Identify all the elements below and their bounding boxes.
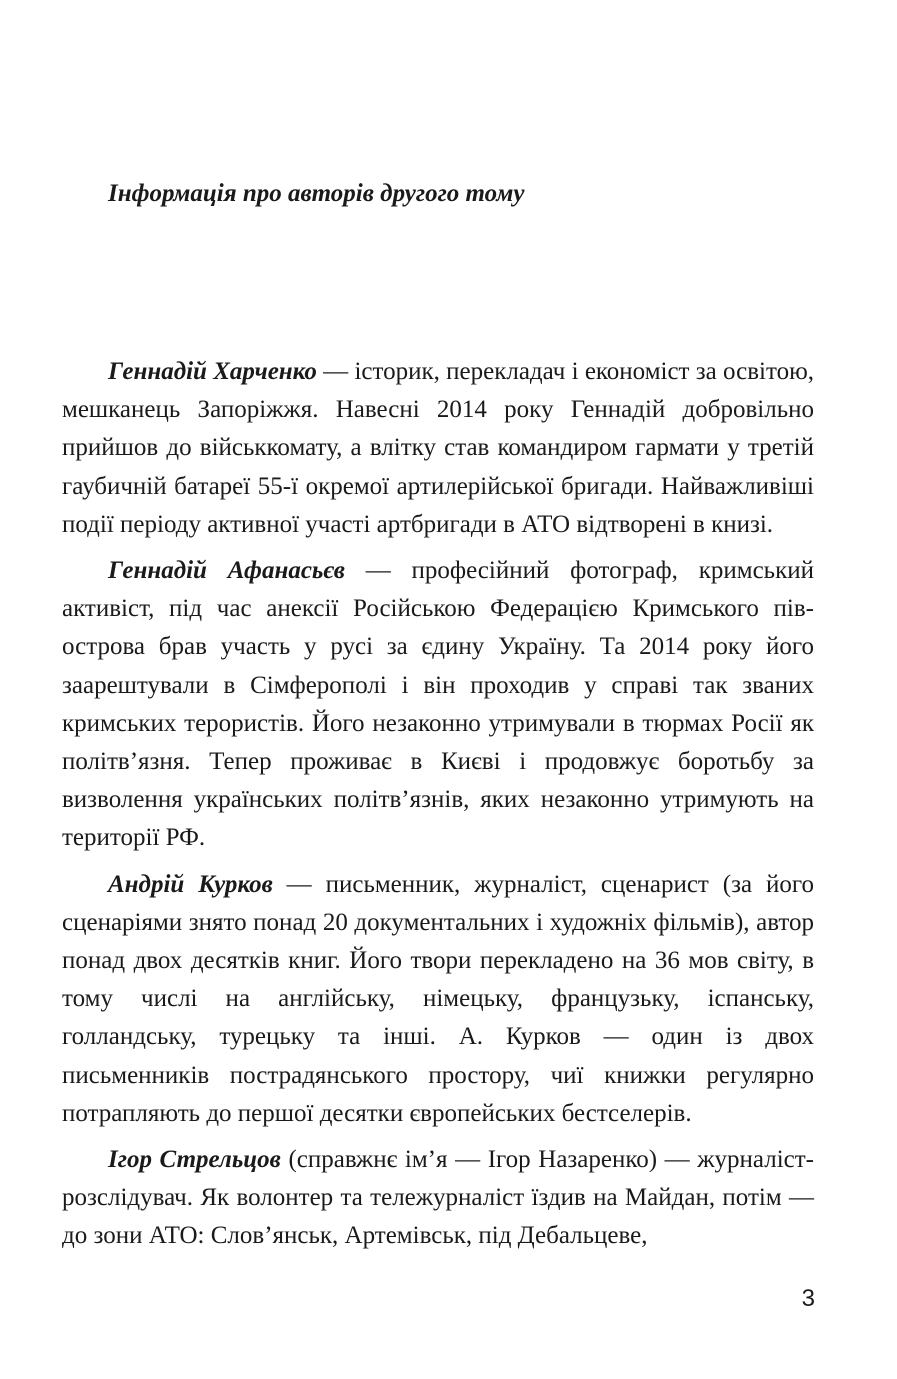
author-name: Ігор Стрельцов bbox=[108, 1146, 281, 1174]
author-bio: (справжнє ім’я — Ігор Назаренко) — журналіст-розслідувач. Як волонтер та тележурналіст їздив на Майдан, потім — до зони АТО: Слов’янськ, Артемівськ, під Дебальцеве, bbox=[62, 1146, 814, 1250]
author-paragraph-afanasiev bbox=[62, 552, 814, 858]
author-name: Андрій Курков bbox=[108, 870, 273, 898]
section-heading: Інформація про авторів другого тому bbox=[108, 180, 525, 207]
page-number: 3 bbox=[801, 1285, 815, 1312]
author-bio: — професійний фотограф, кримський активіст, під час анексії Російською Федерацією Кримського півострова брав участь у русі за єдину Україну. Та 2014 року його заарештували в Сімферополі і він проходив у справі так званих кримських терористів. Його незаконно утримували в тюрмах Росії як політв’язня. Тепер проживає в Києві і продовжує боротьбу за визволення українських політв’язнів, яких незаконно утримують на території РФ. bbox=[62, 557, 814, 852]
author-name: Геннадій Харченко bbox=[108, 358, 317, 385]
author-name: Геннадій Афанасьєв bbox=[108, 557, 345, 585]
author-bio: — історик, перекладач і економіст за освітою, мешканець Запоріжжя. Навесні 2014 року Геннадій добровільно прийшов до військкомату, а влітку став командиром гармати у третій гаубичній батареї 55-ї окремої артилерійської бригади. Найважливіші події періоду активної участі артбригади в АТО відтворені в книзі. bbox=[62, 358, 814, 538]
author-paragraph-streltsov bbox=[62, 1141, 814, 1256]
body-text bbox=[62, 353, 814, 1264]
author-paragraph-kurkov bbox=[62, 866, 814, 1133]
author-paragraph-kharchenko bbox=[62, 353, 814, 544]
author-bio: — письменник, журналіст, сценарист (за його сценаріями знято понад 20 документальних і художніх фільмів), автор понад двох десятків книг. Його твори перекладено на 36 мов світу, в тому числі на англійську, німецьку, французьку, іспанську, голландську, турецьку та інші. А. Курков — один із двох письменників пострадянського простору, чиї книжки регулярно потрапляють до першої десятки європейських бестселерів. bbox=[62, 870, 814, 1127]
